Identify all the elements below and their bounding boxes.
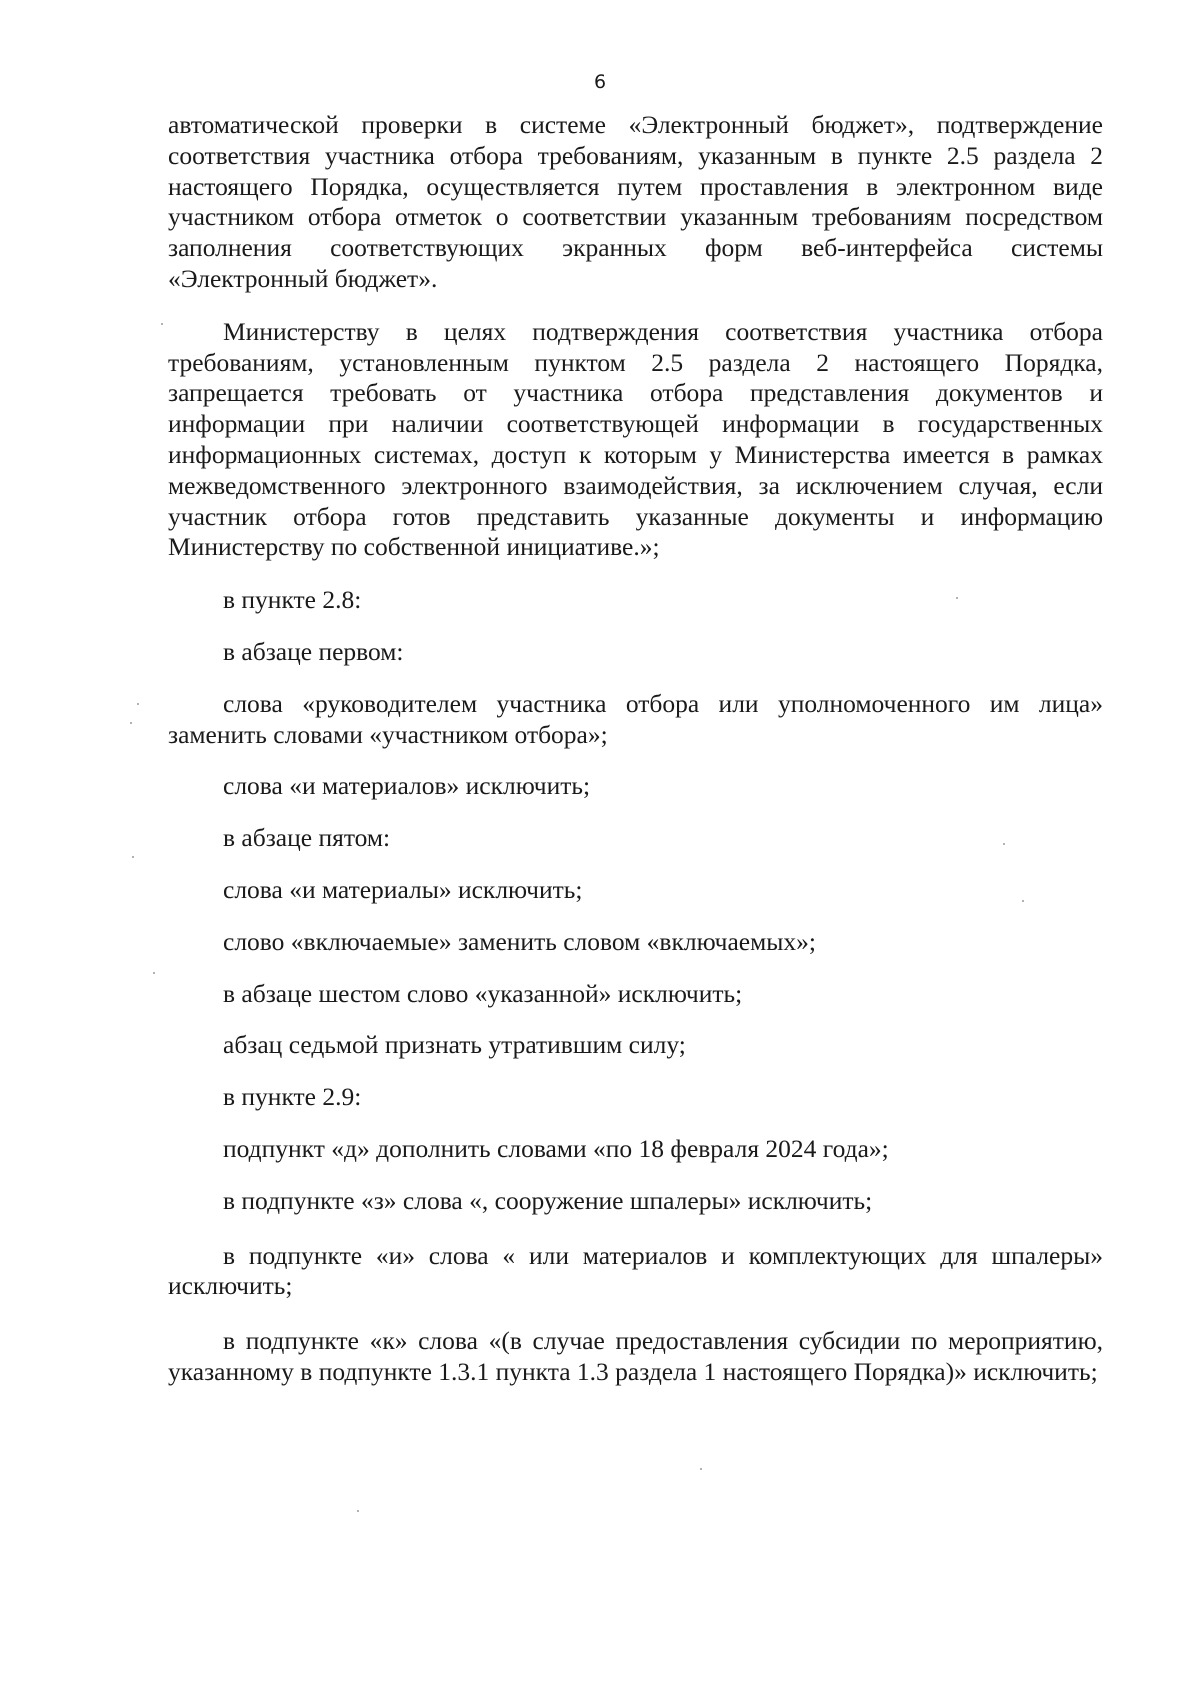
paragraph-exclude-materials-2: слова «и материалы» исключить; (223, 874, 583, 904)
page-number: 6 (593, 71, 607, 93)
paragraph-ministry-prohibition: Министерству в целях подтверждения соответствия участника отбора требованиям, установленным пунктом 2.5 раздела 2 настоящего Порядка, запрещается требовать от участника отбора представления документов и информации при наличии соответствующей информации в государственных информационных системах, доступ к которым у Министерства имеется в рамках межведомственного электронного взаимодействия, за исключением случая, если участник отбора готов представить указанные документы и информацию Министерству по собственной инициативе.»; (168, 316, 1103, 562)
paragraph-subpoint-k: в подпункте «к» слова «(в случае предоставления субсидии по мероприятию, указанному в подпункте 1.3.1 пункта 1.3 раздела 1 настоящего Порядка)» исключить; (168, 1326, 1103, 1386)
paragraph-first-subparagraph: в абзаце первом: (223, 636, 404, 666)
paragraph-electronic-budget-check: автоматической проверки в системе «Электронный бюджет», подтверждение соответствия участника отбора требованиям, указанным в пункте 2.5 раздела 2 настоящего Порядка, осуществляется путем проставления в электронном виде участником отбора отметок о соответствии указанным требованиям посредством заполнения соответствующих экранных форм веб-интерфейса системы «Электронный бюджет». (168, 110, 1103, 293)
paragraph-replace-included: слово «включаемые» заменить словом «включаемых»; (223, 926, 816, 956)
paragraph-sixth-subparagraph: в абзаце шестом слово «указанной» исключить; (223, 978, 743, 1008)
scan-speck (956, 597, 958, 599)
paragraph-seventh-void: абзац седьмой признать утратившим силу; (223, 1030, 686, 1060)
scan-speck (357, 1510, 359, 1512)
paragraph-subpoint-z: в подпункте «з» слова «, сооружение шпалеры» исключить; (223, 1185, 873, 1215)
scan-speck (700, 1468, 702, 1470)
paragraph-replace-words: слова «руководителем участника отбора или уполномоченного им лица» заменить словами «участником отбора»; (168, 688, 1103, 749)
scan-speck (1003, 843, 1005, 845)
paragraph-subpoint-d: подпункт «д» дополнить словами «по 18 февраля 2024 года»; (223, 1133, 889, 1163)
scan-speck (1022, 900, 1024, 902)
paragraph-subpoint-i: в подпункте «и» слова « или материалов и комплектующих для шпалеры» исключить; (168, 1240, 1103, 1301)
document-body (168, 110, 1103, 1388)
scan-speck (137, 703, 139, 705)
paragraph-fifth-subparagraph: в абзаце пятом: (223, 823, 391, 853)
paragraph-exclude-materials: слова «и материалов» исключить; (223, 771, 591, 801)
scan-speck (153, 972, 155, 974)
paragraph-point-2-9: в пункте 2.9: (223, 1082, 362, 1112)
scan-speck (130, 722, 132, 724)
scan-speck (132, 856, 134, 858)
paragraph-point-2-8: в пункте 2.8: (223, 585, 362, 615)
scan-speck (161, 323, 163, 325)
